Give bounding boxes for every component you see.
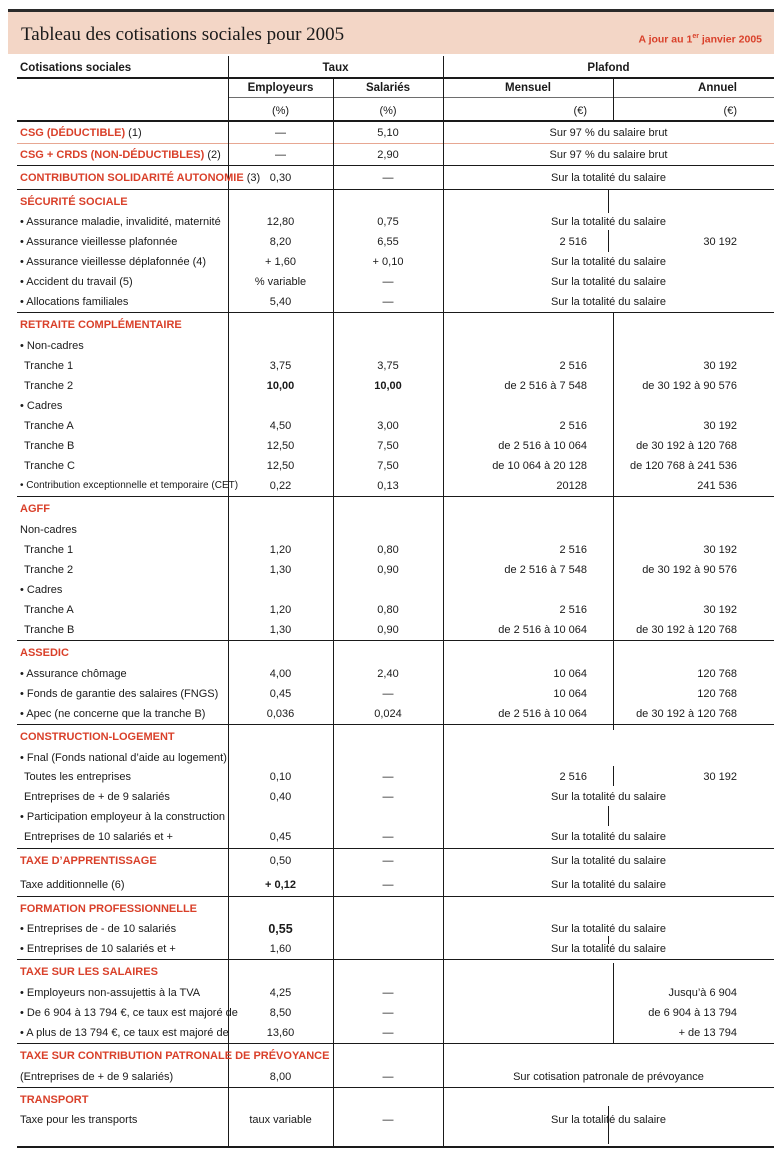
- row-label: Taxe additionnelle (6): [20, 879, 125, 891]
- rate-salaries: 0,80: [377, 544, 399, 556]
- rate-salaries: —: [382, 987, 394, 999]
- ceiling-annual: de 30 192 à 120 768: [636, 708, 737, 720]
- column-header-annuel: Annuel: [698, 82, 737, 94]
- row-label: Tranche A: [24, 604, 74, 616]
- unit-percent-salaries: (%): [379, 105, 397, 117]
- ceiling-note: Sur la totalité du salaire: [551, 943, 666, 955]
- section-heading: SÉCURITÉ SOCIALE: [20, 196, 128, 208]
- ceiling-monthly: 10 064: [553, 688, 587, 700]
- rate-employeurs: 8,50: [269, 1007, 292, 1019]
- rate-employeurs: 0,036: [266, 708, 295, 720]
- rate-employeurs: + 0,12: [265, 879, 296, 891]
- document-title: Tableau des cotisations sociales pour 2005: [21, 24, 345, 45]
- row-label: Tranche 2: [24, 564, 74, 576]
- rate-employeurs: taux variable: [249, 1114, 312, 1126]
- rate-employeurs: 0,50: [269, 855, 292, 867]
- ceiling-monthly: de 10 064 à 20 128: [492, 460, 587, 472]
- ceiling-monthly: de 2 516 à 10 064: [498, 440, 587, 452]
- ceiling-note: Sur la totalité du salaire: [551, 791, 666, 803]
- rate-salaries: 0,90: [377, 624, 399, 636]
- row-label: • Cadres: [20, 584, 63, 596]
- row-label: Tranche 1: [24, 544, 74, 556]
- rate-salaries: 0,90: [377, 564, 399, 576]
- ceiling-annual: de 30 192 à 120 768: [636, 440, 737, 452]
- rate-salaries: —: [382, 1027, 394, 1039]
- ceiling-annual: Jusqu’à 6 904: [668, 987, 737, 999]
- ceiling-annual: 30 192: [703, 236, 737, 248]
- rate-salaries: 2,40: [377, 668, 399, 680]
- section-heading: TAXE D’APPRENTISSAGE: [20, 855, 157, 867]
- row-label: • Cadres: [20, 400, 63, 412]
- ceiling-annual: de 30 192 à 90 576: [642, 380, 737, 392]
- column-divider: [613, 77, 614, 120]
- rate-salaries: 6,55: [377, 236, 399, 248]
- row-label: • Employeurs non-assujettis à la TVA: [20, 987, 201, 999]
- ceiling-note: Sur la totalité du salaire: [551, 831, 666, 843]
- row-label: Non-cadres: [20, 524, 77, 536]
- ceiling-note: Sur la totalité du salaire: [551, 276, 666, 288]
- rate-salaries: + 0,10: [372, 256, 404, 268]
- row-label: (Entreprises de + de 9 salariés): [20, 1071, 174, 1083]
- rate-salaries: —: [382, 688, 394, 700]
- row-label: • Assurance chômage: [20, 668, 127, 680]
- footnote-ref: (2): [204, 149, 221, 161]
- row-label: • Fonds de garantie des salaires (FNGS): [20, 688, 219, 700]
- subheader-rule: [228, 97, 774, 98]
- unit-euro-annuel: (€): [723, 105, 737, 117]
- row-label: • Assurance vieillesse plafonnée: [20, 236, 178, 248]
- row-label: • Assurance vieillesse déplafonnée (4): [20, 256, 207, 268]
- ceiling-monthly: 20128: [556, 480, 587, 492]
- row-divider: [17, 896, 774, 897]
- rate-salaries: 10,00: [374, 380, 402, 392]
- ceiling-annual: de 30 192 à 120 768: [636, 624, 737, 636]
- units-rule: [17, 120, 774, 122]
- row-label: Tranche A: [24, 420, 74, 432]
- section-label: CSG (DÉDUCTIBLE): [20, 127, 126, 139]
- ceiling-note: Sur la totalité du salaire: [551, 216, 666, 228]
- rate-salaries: —: [382, 296, 394, 308]
- rate-employeurs: 4,00: [269, 668, 292, 680]
- row-divider: [17, 848, 774, 849]
- ceiling-note: Sur la totalité du salaire: [551, 855, 666, 867]
- ceiling-monthly: de 2 516 à 7 548: [504, 564, 587, 576]
- row-label: • Fnal (Fonds national d’aide au logement): [20, 752, 227, 764]
- row-divider: [17, 1087, 774, 1088]
- ceiling-annual: 30 192: [703, 604, 737, 616]
- section-heading: AGFF: [20, 503, 50, 515]
- section-heading: [20, 171, 260, 185]
- row-label: Entreprises de 10 salariés et +: [24, 831, 173, 843]
- section-heading: FORMATION PROFESSIONNELLE: [20, 903, 198, 915]
- rate-salaries: 3,75: [377, 360, 399, 372]
- ceiling-annual: de 120 768 à 241 536: [629, 460, 737, 472]
- rate-salaries: —: [382, 1007, 394, 1019]
- ceiling-annual: 241 536: [697, 480, 737, 492]
- row-label: • Non-cadres: [20, 340, 84, 352]
- ceiling-note: Sur cotisation patronale de prévoyance: [513, 1071, 704, 1083]
- rate-employeurs: 12,80: [266, 216, 295, 228]
- row-divider: [17, 165, 774, 166]
- row-label: • Contribution exceptionnelle et temporaire (CET): [20, 480, 239, 491]
- ceiling-monthly: 2 516: [559, 236, 587, 248]
- row-divider: [17, 1043, 774, 1044]
- rate-employeurs: 1,20: [269, 604, 292, 616]
- section-heading: TAXE SUR CONTRIBUTION PATRONALE DE PRÉVOYANCE: [20, 1050, 330, 1062]
- row-divider: [17, 724, 774, 725]
- ceiling-monthly: 2 516: [559, 544, 587, 556]
- rate-employeurs: 8,20: [269, 236, 292, 248]
- section-heading: [20, 148, 221, 162]
- ceiling-monthly: 2 516: [559, 360, 587, 372]
- section-heading: RETRAITE COMPLÉMENTAIRE: [20, 319, 182, 331]
- ceiling-monthly: de 2 516 à 7 548: [504, 380, 587, 392]
- row-label: • A plus de 13 794 €, ce taux est majoré de: [20, 1027, 229, 1039]
- row-label: Tranche C: [24, 460, 75, 472]
- row-label: • Participation employeur à la construction: [20, 811, 226, 823]
- section-heading: TRANSPORT: [20, 1094, 89, 1106]
- rate-employeurs: 4,50: [269, 420, 292, 432]
- ceiling-note: Sur 97 % du salaire brut: [549, 127, 668, 139]
- section-heading: [20, 126, 142, 140]
- section-heading: ASSEDIC: [20, 647, 69, 659]
- rate-employeurs: —: [275, 127, 286, 139]
- rate-employeurs: 0,10: [269, 771, 292, 783]
- ceiling-monthly: 2 516: [559, 604, 587, 616]
- ceiling-monthly: 10 064: [553, 668, 587, 680]
- row-label: Tranche 2: [24, 380, 74, 392]
- row-divider: [17, 143, 774, 144]
- ceiling-annual: 30 192: [703, 544, 737, 556]
- row-label: Taxe pour les transports: [20, 1114, 138, 1126]
- rate-employeurs: 0,55: [268, 922, 293, 936]
- footnote-ref: (1): [125, 127, 142, 139]
- rate-salaries: 7,50: [377, 460, 399, 472]
- ceiling-annual: de 30 192 à 90 576: [642, 564, 737, 576]
- column-divider: [608, 230, 609, 252]
- rate-salaries: —: [382, 1071, 394, 1083]
- rate-salaries: 7,50: [377, 440, 399, 452]
- rate-salaries: —: [382, 1114, 394, 1126]
- rate-salaries: 0,75: [377, 216, 399, 228]
- ceiling-note: Sur la totalité du salaire: [551, 879, 666, 891]
- rate-employeurs: 5,40: [269, 296, 292, 308]
- row-label: • De 6 904 à 13 794 €, ce taux est majoré de: [20, 1007, 238, 1019]
- rate-employeurs: —: [275, 149, 286, 161]
- ceiling-note: Sur la totalité du salaire: [551, 296, 666, 308]
- ceiling-monthly: de 2 516 à 10 064: [498, 624, 587, 636]
- column-divider: [608, 806, 609, 826]
- rate-salaries: —: [382, 855, 394, 867]
- rate-employeurs: 0,45: [269, 688, 292, 700]
- row-label: • Entreprises de 10 salariés et +: [20, 943, 176, 955]
- rate-salaries: 0,80: [377, 604, 399, 616]
- row-label: • Apec (ne concerne que la tranche B): [20, 708, 206, 720]
- rate-salaries: 2,90: [377, 149, 399, 161]
- column-divider: [608, 189, 609, 213]
- ceiling-note: Sur la totalité du salaire: [551, 172, 666, 184]
- ceiling-annual: 30 192: [703, 360, 737, 372]
- section-label: CSG + CRDS (NON-DÉDUCTIBLES): [20, 149, 205, 161]
- ceiling-annual: 120 768: [697, 668, 737, 680]
- rate-employeurs: 0,22: [269, 480, 292, 492]
- column-header-mensuel: Mensuel: [504, 82, 551, 94]
- row-divider: [17, 312, 774, 313]
- column-header-taux: Taux: [322, 62, 349, 74]
- rate-employeurs: 1,30: [269, 624, 292, 636]
- ceiling-note: Sur 97 % du salaire brut: [549, 149, 668, 161]
- row-label: • Entreprises de - de 10 salariés: [20, 923, 177, 935]
- ceiling-note: Sur la totalité du salaire: [551, 923, 666, 935]
- rate-employeurs: 4,25: [269, 987, 292, 999]
- row-divider: [17, 959, 774, 960]
- rate-employeurs: 0,45: [269, 831, 292, 843]
- column-header-plafond: Plafond: [587, 62, 630, 74]
- rate-salaries: —: [382, 771, 394, 783]
- rate-salaries: 0,024: [374, 708, 402, 720]
- row-label: • Accident du travail (5): [20, 276, 133, 288]
- ceiling-monthly: de 2 516 à 10 064: [498, 708, 587, 720]
- rate-employeurs: 0,40: [269, 791, 292, 803]
- ceiling-annual: + de 13 794: [678, 1027, 737, 1039]
- row-divider: [17, 640, 774, 641]
- rate-employeurs: 1,60: [269, 943, 292, 955]
- column-header-employeurs: Employeurs: [247, 82, 314, 94]
- section-heading: TAXE SUR LES SALAIRES: [20, 966, 158, 978]
- footnote-ref: (3): [243, 172, 261, 184]
- rate-employeurs: 10,00: [266, 380, 295, 392]
- rate-employeurs: 0,30: [269, 172, 292, 184]
- ceiling-monthly: 2 516: [559, 420, 587, 432]
- rate-employeurs: 13,60: [266, 1027, 295, 1039]
- column-header-salaries: Salariés: [365, 82, 411, 94]
- row-label: Toutes les entreprises: [24, 771, 131, 783]
- ceiling-monthly: 2 516: [559, 771, 587, 783]
- rate-salaries: 0,13: [377, 480, 399, 492]
- ceiling-note: Sur la totalité du salaire: [551, 1114, 666, 1126]
- rate-employeurs: % variable: [254, 276, 307, 288]
- rate-employeurs: 12,50: [266, 460, 295, 472]
- rate-salaries: 3,00: [377, 420, 399, 432]
- ceiling-annual: de 6 904 à 13 794: [648, 1007, 737, 1019]
- row-divider: [17, 496, 774, 497]
- rate-employeurs: 12,50: [266, 440, 295, 452]
- rate-salaries: —: [382, 831, 394, 843]
- row-label: Tranche B: [24, 624, 75, 636]
- rate-salaries: —: [382, 791, 394, 803]
- row-label: Tranche 1: [24, 360, 74, 372]
- update-date: A jour au 1er janvier 2005: [638, 33, 762, 46]
- ceiling-annual: 30 192: [703, 771, 737, 783]
- rate-salaries: —: [382, 276, 394, 288]
- ceiling-annual: 120 768: [697, 688, 737, 700]
- ceiling-annual: 30 192: [703, 420, 737, 432]
- section-label: CONTRIBUTION SOLIDARITÉ AUTONOMIE: [20, 172, 244, 184]
- rate-employeurs: + 1,60: [265, 256, 296, 268]
- unit-euro-mensuel: (€): [573, 105, 587, 117]
- row-label: • Assurance maladie, invalidité, maternité: [20, 216, 221, 228]
- rate-employeurs: 8,00: [269, 1071, 292, 1083]
- header-rule: [17, 77, 774, 79]
- rate-salaries: 5,10: [377, 127, 399, 139]
- rate-salaries: —: [382, 879, 394, 891]
- column-header-cotisations: Cotisations sociales: [20, 62, 132, 74]
- rate-employeurs: 1,20: [269, 544, 292, 556]
- rate-employeurs: 3,75: [269, 360, 292, 372]
- ceiling-note: Sur la totalité du salaire: [551, 256, 666, 268]
- row-divider: [17, 189, 774, 190]
- section-heading: CONSTRUCTION-LOGEMENT: [20, 731, 175, 743]
- unit-percent-employeurs: (%): [271, 105, 290, 117]
- row-label: Tranche B: [24, 440, 75, 452]
- bottom-rule: [17, 1146, 774, 1148]
- row-label: Entreprises de + de 9 salariés: [24, 791, 170, 803]
- row-label: • Allocations familiales: [20, 296, 129, 308]
- rate-employeurs: 1,30: [269, 564, 292, 576]
- rate-salaries: —: [382, 172, 394, 184]
